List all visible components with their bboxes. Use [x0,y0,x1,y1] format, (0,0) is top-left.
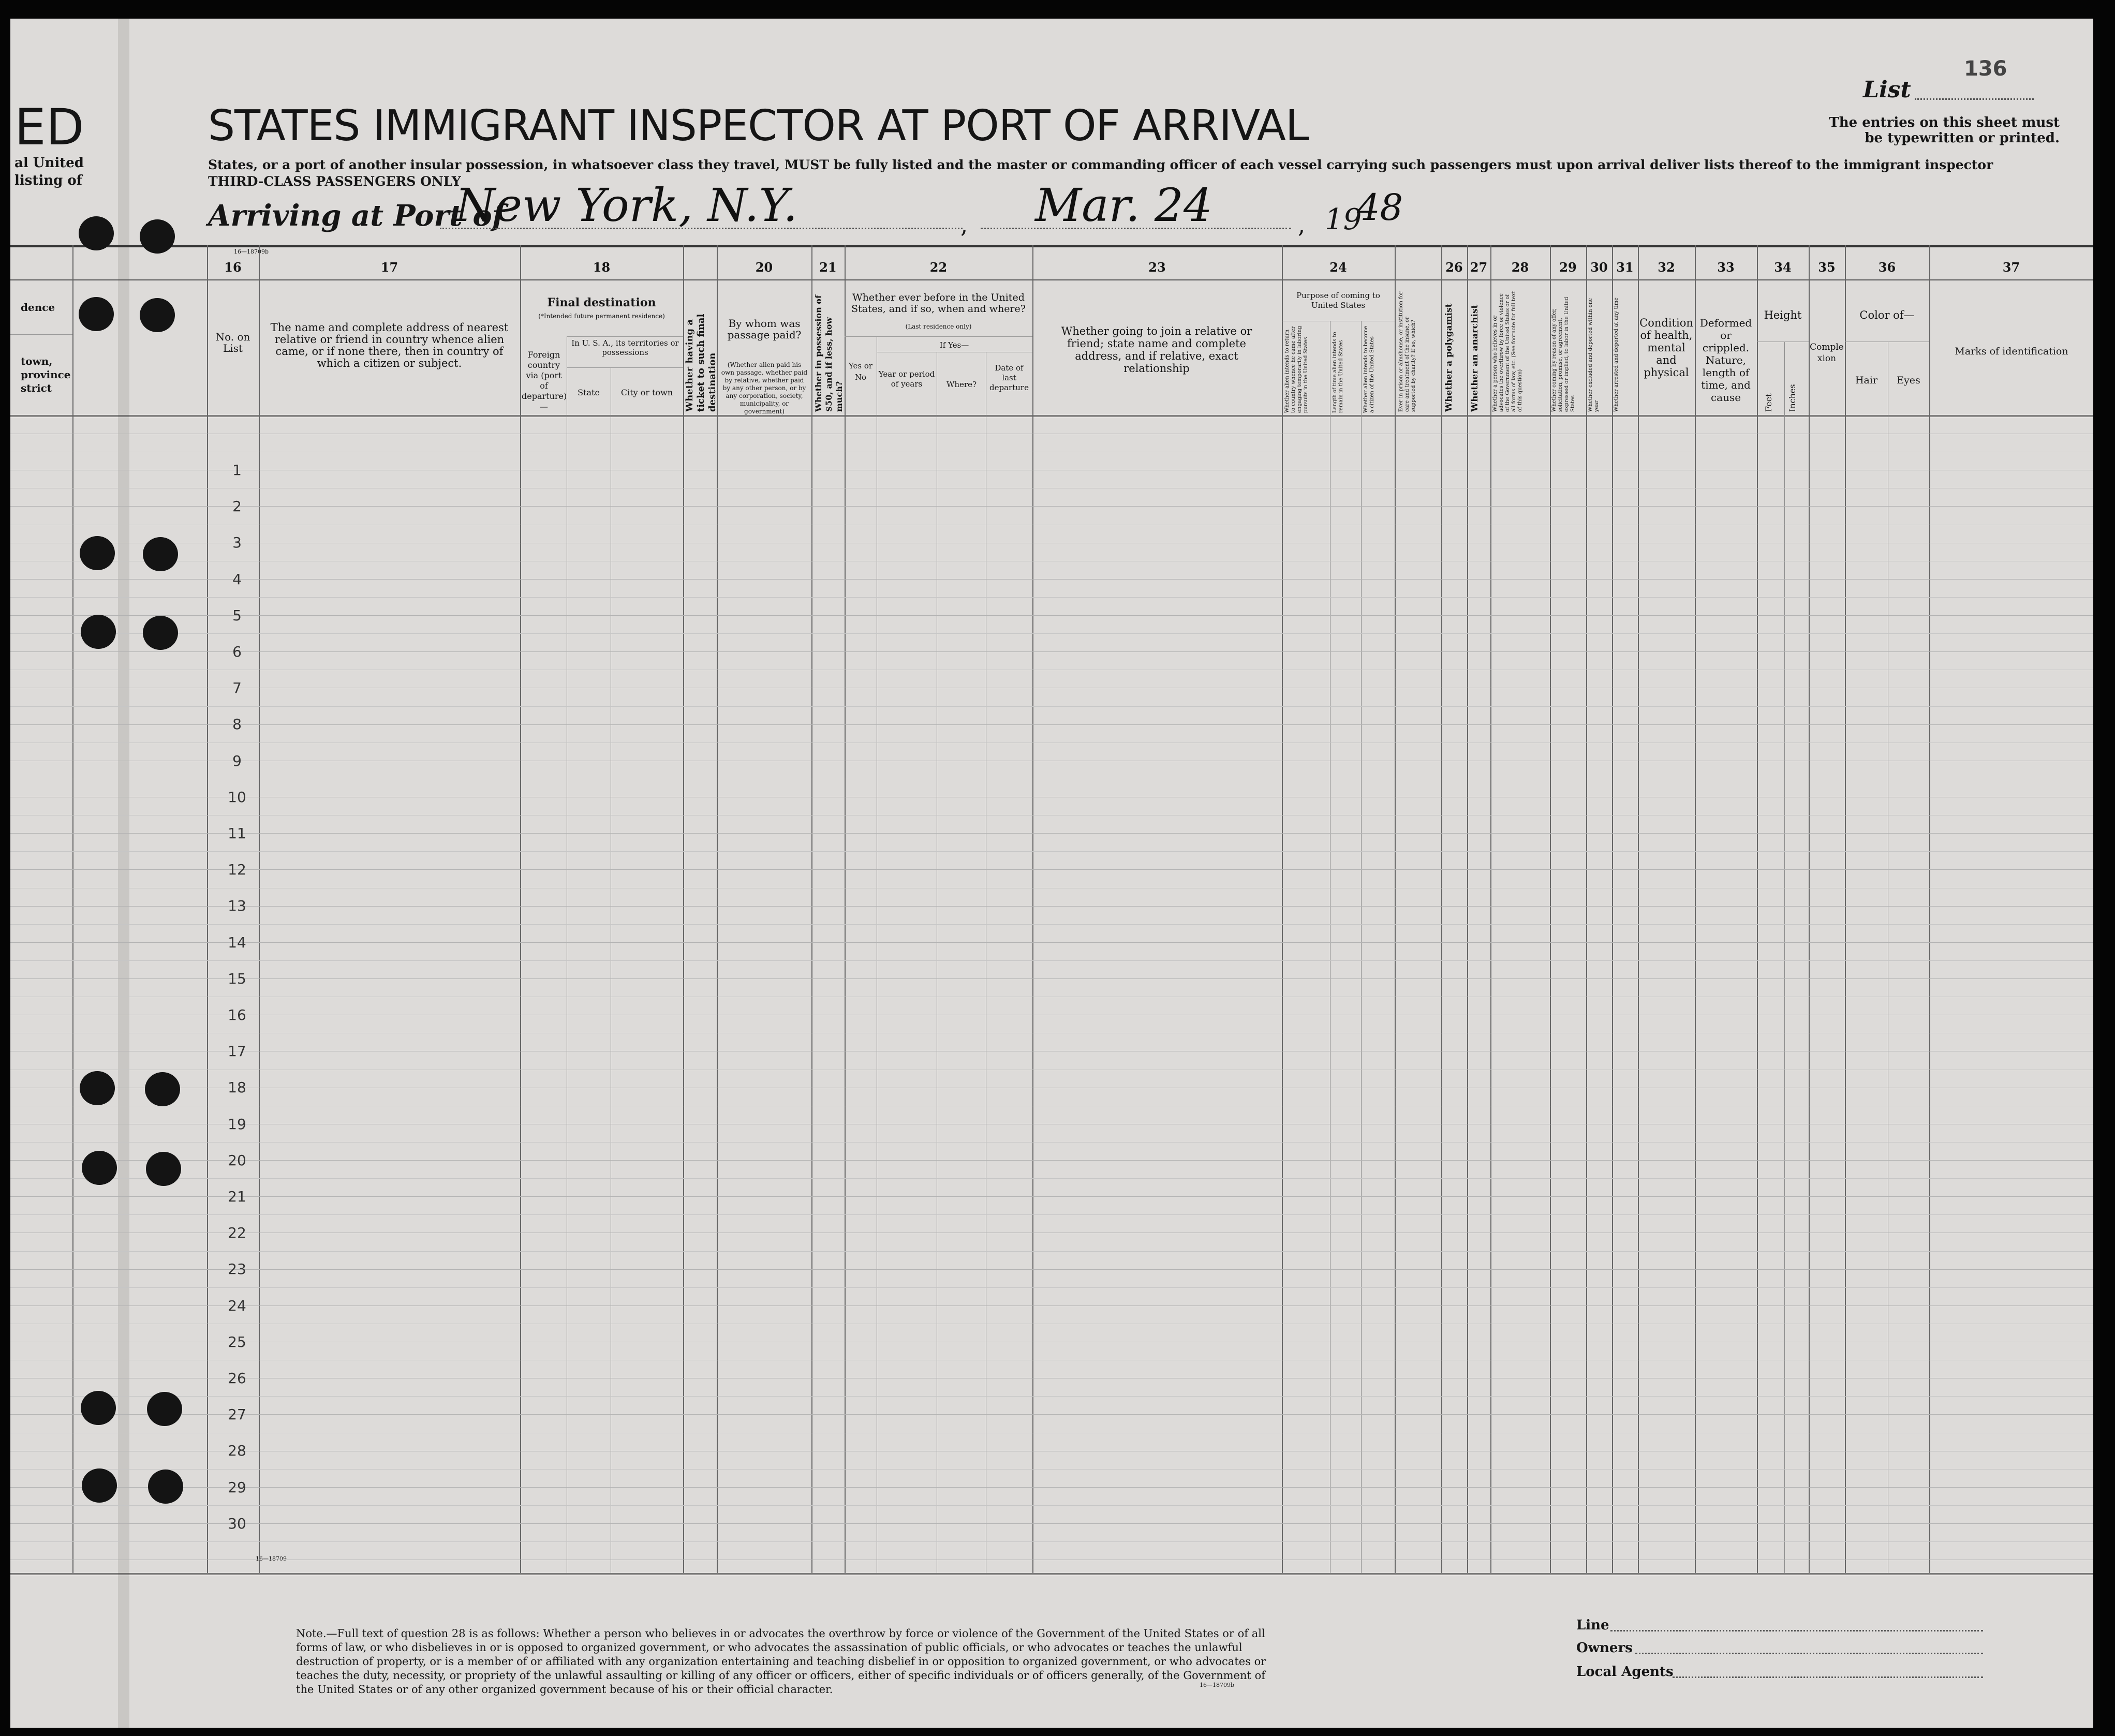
divider-20 [717,245,718,1573]
head-22-a: Yes or No [848,361,873,382]
row-number: 12 [228,861,246,879]
head-17: The name and complete address of nearest relative or friend in country whence alien came, or if none there, then in country of which a citizen or subject. [270,321,509,369]
head-34-b: Inches [1787,384,1797,412]
left-col-head: province [21,368,71,381]
divider-22 [845,245,846,1573]
head-22-b2: Where? [946,380,977,389]
row-rule [10,1305,2093,1306]
divider-26 [1441,245,1442,1573]
row-rule [10,906,2093,907]
row-rule [10,1160,2093,1161]
head-18-b1: State [578,388,600,397]
row-rule [10,1196,2093,1197]
row-rule [10,597,2093,598]
row-number: 15 [228,970,246,987]
footnote-q28: Note.—Full text of question 28 is as follows: Whether a person who believes in or advocates the overthrow by force or violence of the Government of the United States or of all forms of law, or who disbelieves in or is opposed to organized government, or who advocates the assassination of public officials, or who advocates or teaches the unlawful destruction of property, or is a member of or affiliated with any organization entertaining and teaching disbelief in or opposition to organized government, or who advocates or teaches the duty, necessity, or propriety of the unlawful assaulting or killing of any officer or officers, either of specific individuals or of officers generally, of the Government of the United States or of any other organized government because of his or their official character. [296,1627,1266,1696]
left-col-head: town, [21,355,53,367]
row-rule [10,1414,2093,1415]
footer-agents-field [1673,1676,1983,1678]
punch-hole [80,1071,115,1105]
head-19: Whether having a ticket to such final destination [684,314,718,412]
head-24-b: Length of time alien intends to remain in the United States [1332,332,1344,413]
head-26: Whether a polygamist [1444,303,1454,412]
class-line: THIRD-CLASS PASSENGERS ONLY [208,174,461,189]
head-22-sub: (Last residence only) [905,323,972,330]
divider-19 [683,245,684,1573]
row-rule [10,651,2093,652]
row-number: 18 [228,1079,246,1096]
left-col-head: dence [21,301,55,314]
row-rule [10,706,2093,707]
row-number: 26 [228,1370,246,1387]
punch-hole [145,1072,180,1106]
punch-hole [143,616,178,650]
left-col-rule [10,334,72,335]
footer-line-field [1610,1630,1983,1631]
head-22-b3: Date of last departure [989,363,1029,392]
divider-23 [1032,245,1033,1573]
head-36: Color of— [1859,309,1915,321]
colnum-31: 31 [1616,260,1634,275]
head-18-sub: (*Intended future permanent residence) [538,313,665,320]
colnum-22: 22 [929,260,948,275]
head-20-sub: (Whether alien paid his own passage, whether paid by relative, whether paid by any other person, or by any corporation, society, municipality, or government) [721,361,808,415]
colnum-rule [10,279,2093,280]
head-33: Deformed or crippled. Nature, length of time, and cause [1699,317,1752,404]
year-prefix: 19 [1325,203,1362,236]
row-number: 9 [232,752,242,769]
row-number: 30 [228,1515,246,1532]
head-24-c: Whether alien intends to become a citizen of the United States [1363,325,1375,413]
divider-28 [1490,245,1491,1573]
head-28: Whether a person who believes in or advocates the overthrow by force or violence of the Government of the United States or of all forms of law, etc. (See footnote for full text of this question) [1492,291,1523,412]
page-title: STATES IMMIGRANT INSPECTOR AT PORT OF ARRIVAL [208,101,1309,151]
footer-line-label: Line [1576,1618,1609,1633]
colnum-29: 29 [1559,260,1577,275]
comma: , [1298,212,1305,239]
row-number: 19 [228,1115,246,1133]
colnum-33: 33 [1717,260,1735,275]
arrival-port-handwritten: New York, N.Y. [455,179,798,232]
head-31: Whether arrested and deported at any time [1614,297,1619,412]
head-21: Whether in possession of $50, and if less, how much? [814,295,844,412]
head-20: By whom was passage paid? [727,317,802,341]
row-rule [10,851,2093,852]
divider-24 [1282,245,1283,1573]
row-number: 20 [228,1151,246,1169]
form-code-top: 16—18709b [234,248,269,255]
punch-hole [81,1391,116,1425]
punch-hole [81,615,116,649]
colnum-23: 23 [1148,260,1166,275]
left-col-divider [72,245,73,1573]
row-rule [10,1505,2093,1506]
head-32: Condition of health, mental and physical [1639,317,1693,379]
divider-25 [1395,245,1396,1573]
head-37: Marks of identification [1955,346,2068,357]
row-rule [10,615,2093,616]
head-36-a: Hair [1855,375,1878,386]
row-number: 16 [228,1006,246,1023]
row-number: 1 [232,462,242,479]
binding-strip [118,19,129,1728]
row-rule [10,1178,2093,1179]
left-fragment-line1: al United [14,155,84,171]
table-top-rule [10,245,2093,247]
row-rule [10,942,2093,943]
row-number: 22 [228,1224,246,1242]
punch-hole [143,537,178,571]
colnum-28: 28 [1511,260,1529,275]
head-30: Whether excluded and deported within one year [1588,298,1600,412]
row-number: 4 [232,570,242,588]
row-rule [10,924,2093,925]
list-label: List [1863,77,1911,103]
row-number: 28 [228,1442,246,1460]
colnum-35: 35 [1818,260,1836,275]
row-rule [10,1487,2093,1488]
divider-21 [811,245,812,1573]
colnum-27: 27 [1470,260,1488,275]
head-35: Complexion [1810,342,1844,364]
head-22: Whether ever before in the United States, and if so, when and where? [851,292,1026,315]
header-bottom-rule [10,415,2093,417]
row-rule [10,1269,2093,1270]
head-34: Height [1764,309,1802,321]
footer-agents-label: Local Agents [1576,1664,1674,1680]
head-24-a: Whether alien intends to return to country whence he came after engaging temporarily in laboring pursuits in the United States [1284,325,1309,413]
punch-hole [148,1470,183,1504]
head-24: Purpose of coming to United States [1296,291,1380,310]
colnum-36: 36 [1878,260,1896,275]
subtitle: States, or a port of another insular possession, in whatsoever class they travel, MUST be fully listed and the master or commanding officer of each vessel carrying such passengers must upon arrival deliver lists thereof to the immigrant inspector [208,157,1993,172]
list-number-line [1915,98,2034,100]
colnum-24: 24 [1329,260,1347,275]
colnum-16: 16 [224,260,242,275]
head-22-b: If Yes— [939,340,969,350]
row-rule [10,724,2093,725]
row-number: 27 [228,1406,246,1423]
divider-31 [1612,245,1613,1573]
row-number: 23 [228,1260,246,1278]
head-18-b: In U. S. A., its territories or possessions [571,338,679,357]
row-rule [10,978,2093,979]
row-rule [10,869,2093,870]
row-number: 10 [228,788,246,806]
divider-29 [1550,245,1551,1573]
head-29: Whether coming by reason of any offer, solicitation, promise, or agreement, expressed or implied, to labor in the United States [1551,296,1576,412]
row-rule [10,1142,2093,1143]
row-number: 13 [228,897,246,915]
head-25: Ever in prison or almshouse, or institution for care and treatment of the insane, or supported by charity? If so, which? [1398,291,1416,412]
head-16: No. on List [215,331,250,354]
punch-hole [147,1392,182,1426]
head-22-b1: Year or period of years [878,369,935,389]
list-number: 136 [1964,57,2007,81]
punch-hole [80,536,115,570]
sub-rule-22 [845,336,1032,337]
arrival-date-handwritten: Mar. 24 [1035,179,1212,232]
manifest-sheet [10,19,2093,1728]
head-34-a: Feet [1764,393,1773,412]
row-number: 7 [232,679,242,697]
left-fragment-big: ED [14,98,84,156]
arrival-year-handwritten: 48 [1357,186,1403,229]
left-col-head: strict [21,382,52,394]
punch-hole [146,1152,181,1186]
row-number: 11 [228,825,246,842]
form-code-bottom: 16—18709 [256,1555,287,1562]
punch-hole [140,298,175,332]
divider-36 [1845,245,1846,1573]
colnum-32: 32 [1658,260,1675,275]
row-rule [10,1251,2093,1252]
colnum-20: 20 [755,260,773,275]
form-code-note: 16—18709b [1200,1682,1235,1688]
head-36-b: Eyes [1897,375,1920,386]
row-number: 29 [228,1478,246,1496]
divider-27 [1467,245,1468,1573]
colnum-30: 30 [1590,260,1608,275]
row-number: 2 [232,498,242,515]
head-18: Final destination [547,296,656,309]
sub-rule-18 [567,336,683,337]
row-rule [10,1396,2093,1397]
row-rule [10,960,2093,961]
row-number: 5 [232,606,242,624]
sub-rule-18b [567,367,683,368]
colnum-18: 18 [593,260,611,275]
punch-hole [79,216,114,250]
row-rule [10,1541,2093,1542]
divider-35 [1809,245,1810,1573]
row-rule [10,633,2093,634]
row-rule [10,1469,2093,1470]
row-number: 3 [232,534,242,552]
comma: , [960,212,968,239]
divider-17 [259,245,260,1573]
head-23: Whether going to join a relative or friend; state name and complete address, and if relative, exact relationship [1061,325,1252,375]
head-18-b2: City or town [620,388,673,397]
colnum-37: 37 [2002,260,2020,275]
row-rule [10,1214,2093,1215]
divider-18 [520,245,521,1573]
punch-hole [82,1468,117,1503]
divider-24c [1361,321,1362,1573]
row-number: 17 [228,1043,246,1060]
punch-hole [140,219,175,254]
divider-32 [1638,245,1639,1573]
divider-37 [1929,245,1930,1573]
divider-33 [1695,245,1696,1573]
row-number: 14 [228,933,246,951]
row-rule [10,833,2093,834]
row-number: 21 [228,1188,246,1205]
footer-owners-label: Owners [1576,1640,1633,1656]
divider-30 [1586,245,1587,1573]
divider-34b [1784,342,1785,1573]
punch-hole [79,297,114,331]
row-number: 25 [228,1333,246,1351]
head-27: Whether an anarchist [1470,304,1480,412]
row-rule [10,1523,2093,1524]
row-rule [10,1287,2093,1288]
row-number: 24 [228,1297,246,1314]
divider-34 [1757,245,1758,1573]
row-number: 6 [232,643,242,660]
colnum-26: 26 [1445,260,1463,275]
left-col-divider [207,245,208,1573]
row-rule [10,506,2093,507]
table-bottom-rule [10,1573,2093,1575]
left-fragment-line2: listing of [14,173,82,188]
colnum-34: 34 [1774,260,1792,275]
arriving-label: Arriving at Port of [208,199,505,233]
colnum-21: 21 [819,260,837,275]
punch-hole [82,1151,117,1185]
row-rule [10,579,2093,580]
footer-owners-field [1635,1653,1983,1654]
typewritten-note: The entries on this sheet must be typewritten or printed. [1829,115,2060,146]
colnum-17: 17 [380,260,398,275]
row-number: 8 [232,716,242,733]
head-18-a: Foreign country via (port of departure)— [522,350,567,411]
